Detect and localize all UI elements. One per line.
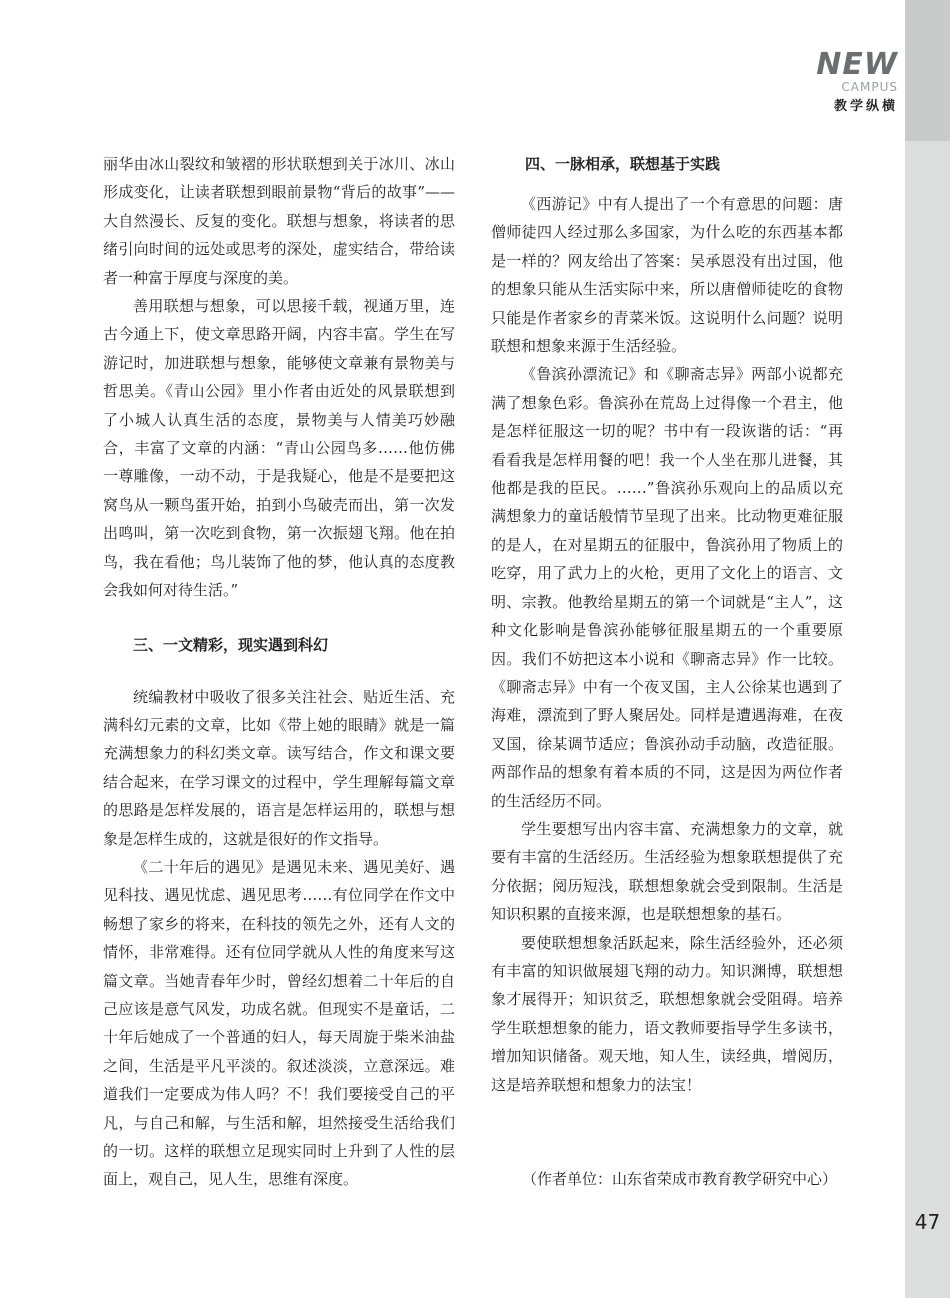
page-number: 47	[914, 1210, 941, 1234]
paragraph: 《鲁滨孙漂流记》和《聊斋志异》两部小说都充满了想象色彩。鲁滨孙在荒岛上过得像一个君主，他是怎样征服这一切的呢？书中有一段诙谐的话：“再看看我是怎样用餐的吧！我一个人坐在那儿进餐，其他都是我的臣民。……”鲁滨孙乐观向上的品质以充满想象力的童话般情节呈现了出来。比动物更难征服的是人，在对星期五的征服中，鲁滨孙用了物质上的吃穿，用了武力上的火枪，更用了文化上的语言、文明、宗教。他教给星期五的第一个词就是“主人”，这种文化影响是鲁滨孙能够征服星期五的一个重要原因。我们不妨把这本小说和《聊斋志异》作一比较。《聊斋志异》中有一个夜叉国，主人公徐某也遇到了海难，漂流到了野人聚居处。同样是遭遇海难，在夜叉国，徐某调节适应；鲁滨孙动手动脑，改造征服。两部作品的想象有着本质的不同，这是因为两位作者的生活经历不同。	[491, 365, 843, 810]
column-header	[816, 47, 898, 118]
right-column	[491, 150, 843, 1099]
paragraph: 《二十年后的遇见》是遇见未来、遇见美好、遇见科技、遇见忧虑、遇见思考……有位同学在作文中畅想了家乡的将来，在科技的领先之外，还有人文的情怀，非常难得。还有位同学就从人性的角度来写这篇文章。当她青春年少时，曾经幻想着二十年后的自己应该是意气风发，功成名就。但现实不是童话，二十年后她成了一个普通的妇人，每天周旋于柴米油盐之间，生活是平凡平淡的。叙述淡淡，立意深远。难道我们一定要成为伟人吗？不！我们要接受自己的平凡，与自己和解，与生活和解，坦然接受生活给我们的一切。这样的联想立足现实同时上升到了人性的层面上，观自己，见人生，思维有深度。	[103, 857, 455, 1189]
paragraph: 丽华由冰山裂纹和皱褶的形状联想到关于冰川、冰山形成变化，让读者联想到眼前景物“背后的故事”——大自然漫长、反复的变化。联想与想象，将读者的思绪引向时间的远处或思考的深处，虚实结合，带给读者一种富于厚度与深度的美。	[103, 155, 455, 287]
brand-campus-label: CAMPUS	[841, 80, 898, 94]
paragraph: 要使联想想象活跃起来，除生活经验外，还必须有丰富的知识做展翅飞翔的动力。知识渊博，联想想象才展得开；知识贫乏，联想想象就会受阻碍。培养学生联想想象的能力，语文教师要指导学生多读书，增加知识储备。观天地，知人生，读经典，增阅历，这是培养联想和想象力的法宝！	[491, 933, 843, 1094]
paragraph: 善用联想与想象，可以思接千载，视通万里，连古今通上下，使文章思路开阔，内容丰富。学生在写游记时，加进联想与想象，能够使文章兼有景物美与哲思美。《青山公园》里小作者由近处的风景联想到了小城人认真生活的态度，景物美与人情美巧妙融合，丰富了文章的内涵：“青山公园鸟多……他仿佛一尊雕像，一动不动，于是我疑心，他是不是要把这窝鸟从一颗鸟蛋开始，拍到小鸟破壳而出，第一次发出鸣叫，第一次吃到食物，第一次振翅飞翔。他在拍鸟，我在看他；鸟儿装饰了他的梦，他认真的态度教会我如何对待生活。”	[103, 297, 455, 600]
left-column	[103, 150, 455, 1194]
page-edge-strip	[905, 0, 950, 1298]
brand-new-label: NEW	[816, 47, 898, 82]
section-title: 教学纵横	[833, 99, 898, 114]
paragraph: 《西游记》中有人提出了一个有意思的问题：唐僧师徒四人经过那么多国家，为什么吃的东西基本都是一样的？网友给出了答案：吴承恩没有出过国，他的想象只能从生活实际中来，所以唐僧师徒吃的食物只能是作者家乡的青菜米饭。这说明什么问题？说明联想和想象来源于生活经验。	[491, 195, 843, 356]
section-heading-4: 四、一脉相承，联想基于实践	[525, 155, 721, 173]
page-edge-strip-top	[905, 0, 950, 141]
author-affiliation: （作者单位：山东省荣成市教育教学研究中心）	[522, 1170, 838, 1188]
section-heading-3: 三、一文精彩，现实遇到科幻	[133, 635, 329, 654]
paragraph: 学生要想写出内容丰富、充满想象力的文章，就要有丰富的生活经历。生活经验为想象联想提供了充分依据；阅历短浅，联想想象就会受到限制。生活是知识积累的直接来源，也是联想想象的基石。	[491, 819, 843, 924]
paragraph: 统编教材中吸收了很多关注社会、贴近生活、充满科幻元素的文章，比如《带上她的眼睛》就是一篇充满想象力的科幻类文章。读写结合，作文和课文要结合起来，在学习课文的过程中，学生理解每篇文章的思路是怎样发展的，语言是怎样运用的，联想与想象是怎样生成的，这就是很好的作文指导。	[103, 687, 455, 848]
